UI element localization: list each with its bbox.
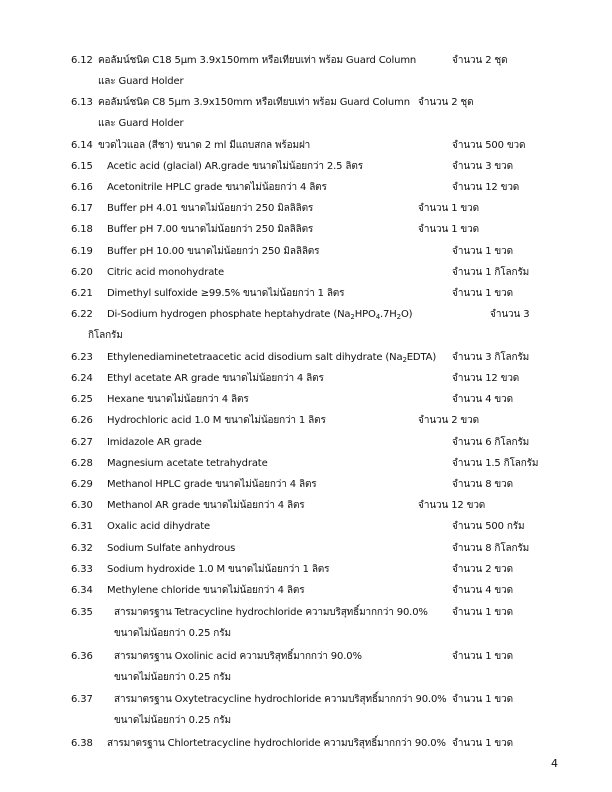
item-description: Methylene chloride ขนาดไม่น้อยกว่า 4 ลิตร <box>107 585 305 596</box>
item-description: คอลัมน์ชนิด C18 5µm 3.9x150mm หรือเทียบเท่า พร้อม Guard Column <box>98 55 417 66</box>
item-description: Dimethyl sulfoxide ≥99.5% ขนาดไม่น้อยกว่า 1 ลิตร <box>107 288 345 299</box>
item-description: Acetic acid (glacial) AR.grade ขนาดไม่น้อยกว่า 2.5 ลิตร <box>107 161 363 172</box>
item-description-continued: ขนาดไม่น้อยกว่า 0.25 กรัม <box>114 715 231 726</box>
item-quantity: จำนวน 1 ขวด <box>452 738 513 749</box>
item-quantity: จำนวน 1 ขวด <box>418 224 479 235</box>
item-description-continued: และ Guard Holder <box>98 76 184 87</box>
item-quantity: จำนวน 1 ขวด <box>452 607 513 618</box>
item-number: 6.13 <box>71 97 93 108</box>
item-quantity: จำนวน 2 ชุด <box>452 55 508 66</box>
item-number: 6.37 <box>71 694 93 705</box>
item-quantity: จำนวน 2 ขวด <box>418 415 479 426</box>
item-description: Sodium hydroxide 1.0 M ขนาดไม่น้อยกว่า 1 ลิตร <box>107 564 330 575</box>
item-quantity: จำนวน 8 ขวด <box>452 479 513 490</box>
item-number: 6.25 <box>71 394 93 405</box>
item-description: Sodium Sulfate anhydrous <box>107 543 236 554</box>
item-description-continued: ขนาดไม่น้อยกว่า 0.25 กรัม <box>114 628 231 639</box>
item-description: Oxalic acid dihydrate <box>107 521 210 532</box>
item-description: Di-Sodium hydrogen phosphate heptahydrate $(Na_2HPO_4.7H_2O)$ <box>107 309 413 321</box>
item-description-continued: และ Guard Holder <box>98 118 184 129</box>
item-quantity: จำนวน 12 ขวด <box>452 182 520 193</box>
item-number: 6.22 <box>71 309 93 320</box>
item-number: 6.28 <box>71 458 93 469</box>
item-description: Citric acid monohydrate <box>107 267 224 278</box>
page-number: 4 <box>551 757 558 770</box>
item-description: Ethyl acetate AR grade ขนาดไม่น้อยกว่า 4 ลิตร <box>107 373 324 384</box>
item-description: สารมาตรฐาน Oxytetracycline hydrochloride ความบริสุทธิ์มากกว่า 90.0% <box>114 694 447 705</box>
item-quantity: จำนวน 500 ขวด <box>452 140 526 151</box>
item-description: Imidazole AR grade <box>107 437 202 448</box>
item-quantity: จำนวน 4 ขวด <box>452 394 513 405</box>
item-quantity: จำนวน 3 <box>490 309 530 320</box>
item-description: สารมาตรฐาน Tetracycline hydrochloride ความบริสุทธิ์มากกว่า 90.0% <box>114 607 428 618</box>
item-description: Magnesium acetate tetrahydrate <box>107 458 268 469</box>
item-number: 6.16 <box>71 182 93 193</box>
item-quantity: จำนวน 1 กิโลกรัม <box>452 267 530 278</box>
item-number: 6.24 <box>71 373 93 384</box>
item-description: Ethylenediaminetetraacetic acid disodium salt dihydrate $(Na_2EDTA)$ <box>107 352 437 364</box>
item-quantity: จำนวน 12 ขวด <box>452 373 520 384</box>
item-number: 6.12 <box>71 55 93 66</box>
item-number: 6.36 <box>71 651 93 662</box>
item-quantity: จำนวน 3 ขวด <box>452 161 513 172</box>
item-quantity: จำนวน 2 ขวด <box>452 564 513 575</box>
item-quantity: จำนวน 1 ขวด <box>452 651 513 662</box>
item-number: 6.23 <box>71 352 93 363</box>
item-number: 6.15 <box>71 161 93 172</box>
item-description: สารมาตรฐาน Chlortetracycline hydrochloride ความบริสุทธิ์มากกว่า 90.0% <box>107 738 446 749</box>
item-description: Buffer pH 10.00 ขนาดไม่น้อยกว่า 250 มิลลิลิตร <box>107 246 320 257</box>
item-description: Buffer pH 4.01 ขนาดไม่น้อยกว่า 250 มิลลิลิตร <box>107 203 314 214</box>
item-quantity: จำนวน 6 กิโลกรัม <box>452 437 530 448</box>
item-number: 6.14 <box>71 140 93 151</box>
item-description: Buffer pH 7.00 ขนาดไม่น้อยกว่า 250 มิลลิลิตร <box>107 224 314 235</box>
item-quantity: จำนวน 500 กรัม <box>452 521 525 532</box>
item-quantity: จำนวน 12 ขวด <box>418 500 486 511</box>
item-number: 6.20 <box>71 267 93 278</box>
item-description: สารมาตรฐาน Oxolinic acid ความบริสุทธิ์มากกว่า 90.0% <box>114 651 362 662</box>
item-number: 6.35 <box>71 607 93 618</box>
item-number: 6.27 <box>71 437 93 448</box>
item-quantity: จำนวน 3 กิโลกรัม <box>452 352 530 363</box>
item-number: 6.18 <box>71 224 93 235</box>
item-quantity: จำนวน 1.5 กิโลกรัม <box>452 458 539 469</box>
item-number: 6.30 <box>71 500 93 511</box>
item-number: 6.19 <box>71 246 93 257</box>
item-number: 6.29 <box>71 479 93 490</box>
item-description: Methanol AR grade ขนาดไม่น้อยกว่า 4 ลิตร <box>107 500 305 511</box>
item-description: Methanol HPLC grade ขนาดไม่น้อยกว่า 4 ลิตร <box>107 479 317 490</box>
item-description-continued: ขนาดไม่น้อยกว่า 0.25 กรัม <box>114 672 231 683</box>
item-number: 6.31 <box>71 521 93 532</box>
item-number: 6.38 <box>71 738 93 749</box>
item-description: ขวดไวแอล (สีชา) ขนาด 2 ml มีแถบสกล พร้อมฝา <box>98 140 311 151</box>
item-description-continued: กิโลกรัม <box>88 330 123 341</box>
item-number: 6.32 <box>71 543 93 554</box>
item-number: 6.17 <box>71 203 93 214</box>
item-number: 6.34 <box>71 585 93 596</box>
item-quantity: จำนวน 4 ขวด <box>452 585 513 596</box>
item-quantity: จำนวน 1 ขวด <box>452 246 513 257</box>
item-quantity: จำนวน 1 ขวด <box>452 694 513 705</box>
item-description: Hexane ขนาดไม่น้อยกว่า 4 ลิตร <box>107 394 249 405</box>
item-description: คอลัมน์ชนิด C8 5µm 3.9x150mm หรือเทียบเท่า พร้อม Guard Column <box>98 97 410 108</box>
item-quantity: จำนวน 1 ขวด <box>452 288 513 299</box>
item-quantity: จำนวน 8 กิโลกรัม <box>452 543 530 554</box>
item-number: 6.33 <box>71 564 93 575</box>
item-description: Hydrochloric acid 1.0 M ขนาดไม่น้อยกว่า 1 ลิตร <box>107 415 326 426</box>
item-description: Acetonitrile HPLC grade ขนาดไม่น้อยกว่า 4 ลิตร <box>107 182 327 193</box>
item-quantity: จำนวน 2 ชุด <box>418 97 474 108</box>
item-number: 6.26 <box>71 415 93 426</box>
item-quantity: จำนวน 1 ขวด <box>418 203 479 214</box>
item-number: 6.21 <box>71 288 93 299</box>
